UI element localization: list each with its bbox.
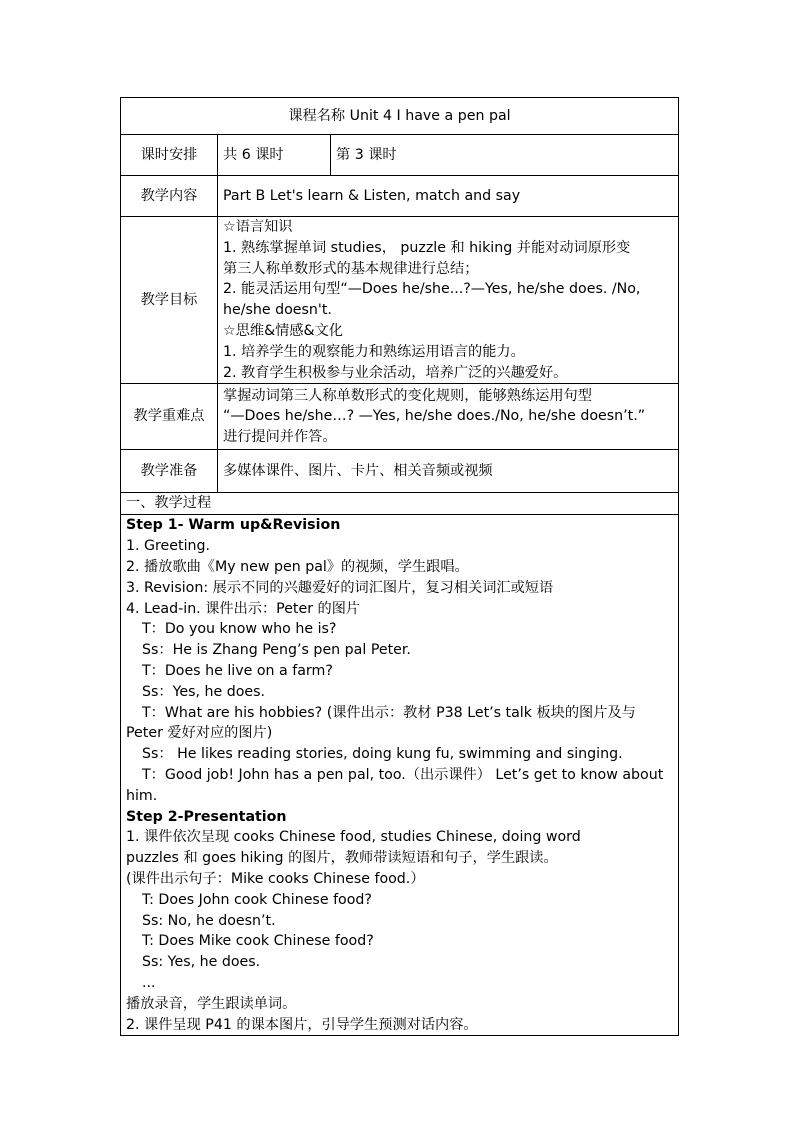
prep-value: 多媒体课件、图片、卡片、相关音频或视频 — [218, 450, 679, 493]
step2-title: Step 2-Presentation — [126, 808, 287, 825]
course-title: 课程名称 Unit 4 I have a pen pal — [121, 98, 679, 135]
step1-dialogue-line: T：Does he live on a farm? — [142, 662, 333, 679]
step1-line: Peter 爱好对应的图片) — [126, 725, 273, 742]
step2-line: 1. 课件依次呈现 cooks Chinese food, studies Chinese, doing word — [126, 829, 581, 846]
goals-line: ☆思维&情感&文化 — [223, 322, 343, 339]
step2-line: 播放录音，学生跟读单词。 — [126, 995, 297, 1012]
goals-line: he/she doesn't. — [223, 302, 332, 319]
content-row — [121, 176, 679, 217]
schedule-current: 第 3 课时 — [331, 135, 679, 176]
prep-row — [121, 450, 679, 493]
schedule-total: 共 6 课时 — [218, 135, 331, 176]
schedule-row — [121, 135, 679, 176]
keypoints-line: 掌握动词第三人称单数形式的变化规则，能够熟练运用句型 — [223, 387, 592, 404]
step2-line: 2. 课件呈现 P41 的课本图片，引导学生预测对话内容。 — [126, 1016, 478, 1033]
lesson-plan-table — [120, 97, 679, 1036]
step2-line: puzzles 和 goes hiking 的图片，教师带读短语和句子，学生跟读。 — [126, 850, 558, 867]
step1-dialogue-line: T：Good job! John has a pen pal, too.（出示课件） Let’s get to know about — [142, 766, 664, 783]
process-heading: 一、教学过程 — [121, 493, 679, 515]
step2-dialogue-line: Ss: Yes, he does. — [142, 954, 261, 971]
step1-line: 3. Revision: 展示不同的兴趣爱好的词汇图片，复习相关词汇或短语 — [126, 579, 554, 596]
keypoints-label: 教学重难点 — [121, 384, 218, 450]
goals-line: 2. 能灵活运用句型“—Does he/she...?—Yes, he/she does. /No, — [223, 281, 641, 298]
goals-line: 第三人称单数形式的基本规律进行总结； — [223, 260, 479, 277]
goals-line: 2. 教育学生积极参与业余活动，培养广泛的兴趣爱好。 — [223, 364, 568, 381]
goals-content — [218, 217, 679, 384]
keypoints-line: “—Does he/she…? —Yes, he/she does./No, he/she doesn’t.” — [223, 408, 646, 425]
step1-line: 2. 播放歌曲《My new pen pal》的视频，学生跟唱。 — [126, 558, 469, 575]
step1-dialogue-line: T：What are his hobbies? (课件出示：教材 P38 Let’s talk 板块的图片及与 — [142, 704, 636, 721]
step2-dialogue-line: T: Does Mike cook Chinese food? — [142, 933, 374, 950]
step2-line: (课件出示句子：Mike cooks Chinese food.） — [126, 870, 425, 887]
process-content — [121, 515, 679, 1036]
step1-line: him. — [126, 787, 158, 804]
goals-line: ☆语言知识 — [223, 219, 293, 235]
step2-dialogue-line: ... — [142, 974, 156, 991]
lesson-plan — [120, 97, 678, 1036]
step1-dialogue-line: Ss：He is Zhang Peng’s pen pal Peter. — [142, 642, 411, 659]
keypoints-row — [121, 384, 679, 450]
goals-label: 教学目标 — [121, 217, 218, 384]
title-row — [121, 98, 679, 135]
keypoints-line: 进行提问并作答。 — [223, 429, 337, 446]
step1-title: Step 1- Warm up&Revision — [126, 517, 341, 534]
step1-dialogue-line: Ss： He likes reading stories, doing kung fu, swimming and singing. — [142, 746, 623, 763]
schedule-label: 课时安排 — [121, 135, 218, 176]
step1-dialogue-line: Ss：Yes, he does. — [142, 683, 266, 700]
process-row — [121, 515, 679, 1036]
process-heading-row — [121, 493, 679, 515]
goals-line: 1. 熟练掌握单词 studies， puzzle 和 hiking 并能对动词原形变 — [223, 239, 631, 256]
content-label: 教学内容 — [121, 176, 218, 217]
goals-row — [121, 217, 679, 384]
goals-line: 1. 培养学生的观察能力和熟练运用语言的能力。 — [223, 343, 525, 360]
content-value: Part B Let's learn & Listen, match and say — [218, 176, 679, 217]
step2-dialogue-line: Ss: No, he doesn’t. — [142, 912, 276, 929]
step1-line: 4. Lead-in. 课件出示：Peter 的图片 — [126, 600, 361, 617]
step1-dialogue-line: T：Do you know who he is? — [142, 621, 337, 638]
step2-dialogue-line: T: Does John cook Chinese food? — [142, 891, 372, 908]
step1-line: 1. Greeting. — [126, 538, 211, 555]
keypoints-content — [218, 384, 679, 450]
prep-label: 教学准备 — [121, 450, 218, 493]
